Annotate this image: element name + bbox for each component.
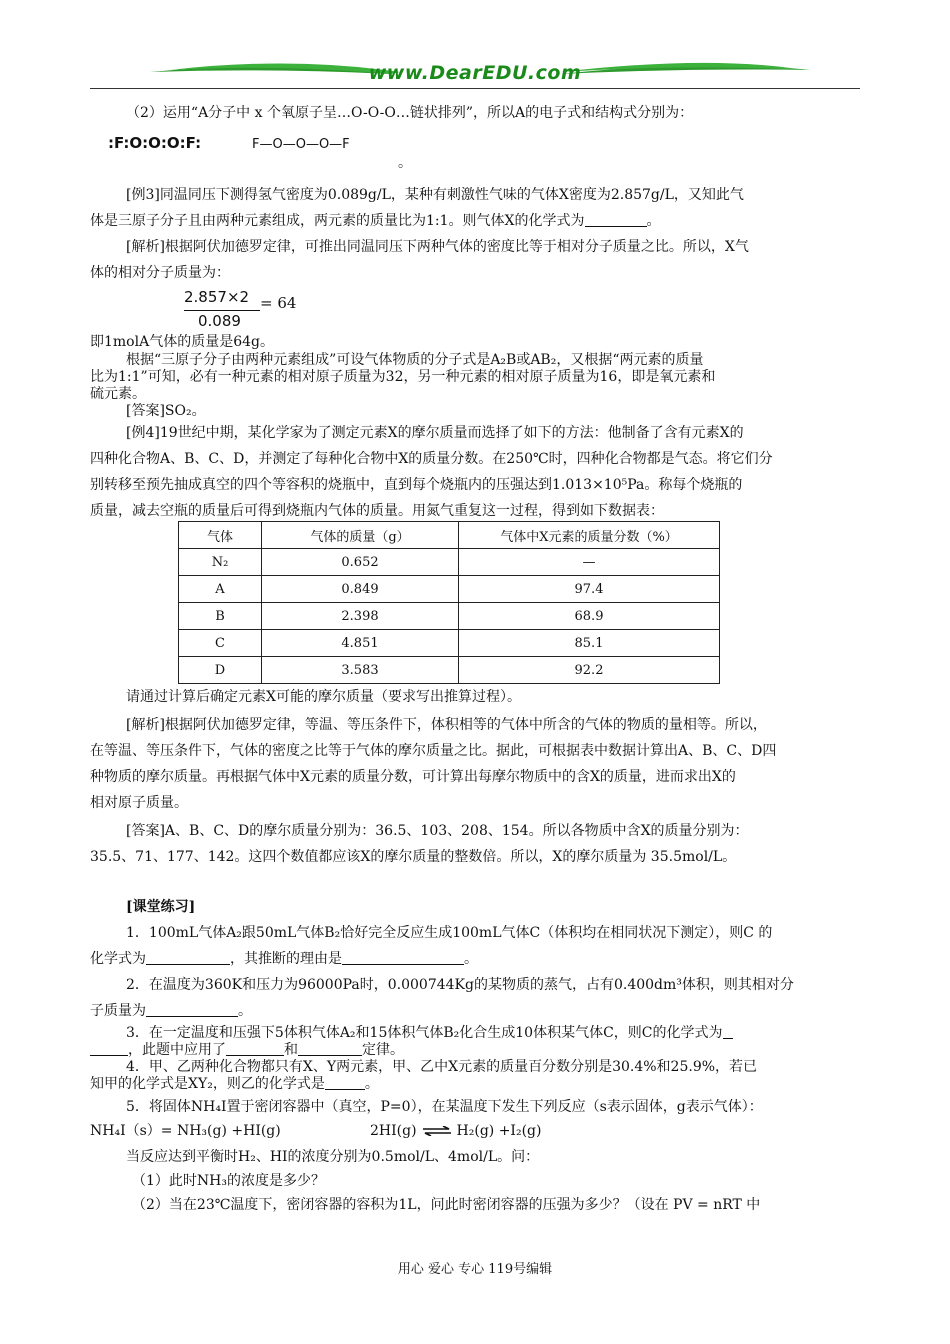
- text-q4-a: 4．甲、乙两种化合物都只有X、Y两元素，甲、乙中X元素的质量百分数分别是30.4%和25.9%，若已: [126, 1059, 758, 1075]
- text-ex4-a: [例4]19世纪中期，某化学家为了测定元素X的摩尔质量而选择了如下的方法：他制备了含有元素X的: [126, 425, 744, 441]
- blank: [298, 1041, 362, 1056]
- blank: [146, 950, 230, 965]
- blank: [325, 1075, 365, 1090]
- blank: [723, 1024, 733, 1039]
- table-header-cell: 气体: [179, 522, 262, 549]
- table-cell: 97.4: [459, 576, 720, 603]
- text-q1-b3: 。: [464, 951, 478, 967]
- text-q5-s1: （1）此时NH₃的浓度是多少？: [132, 1173, 325, 1189]
- text-period: 。: [398, 155, 412, 171]
- text-q5-r1: NH₄I（s）= NH₃(g) +HI(g): [90, 1123, 281, 1139]
- text-q4-b1: 知甲的化学式是XY₂，则乙的化学式是: [90, 1076, 325, 1092]
- table-cell: B: [179, 603, 262, 630]
- text-q5-s2: （2）当在23℃温度下，密闭容器的容积为1L，问此时密闭容器的压强为多少？（设在 PV = nRT 中: [132, 1197, 761, 1213]
- table-cell: D: [179, 657, 262, 684]
- text-an4-a: [解析]根据阿伏加德罗定律，等温、等压条件下，体积相等的气体中所含的气体的物质的量相等。所以，: [126, 717, 767, 733]
- text-ex3-a: [例3]同温同压下测得氢气密度为0.089g/L，某种有刺激性气味的气体X密度为2.857g/L，又知此气: [126, 187, 744, 203]
- text-q3-a: [126, 1024, 733, 1042]
- table-cell: 68.9: [459, 603, 720, 630]
- text-q1-b1: 化学式为: [90, 951, 146, 967]
- text-q5-a: 5．将固体NH₄I置于密闭容器中（真空，P=0），在某温度下发生下列反应（s表示固体，g表示气体）：: [126, 1099, 763, 1115]
- blank: [342, 950, 464, 965]
- table-cell: N₂: [179, 549, 262, 576]
- text-an3-c: 即1molA气体的质量是64g。: [90, 334, 274, 350]
- equilibrium-arrow-icon: [423, 1126, 451, 1136]
- page-footer: 用心 爱心 专心 119号编辑: [397, 1262, 553, 1277]
- table-header-row: [179, 522, 720, 549]
- text-q2-b1: 子质量为: [90, 1003, 146, 1019]
- text-q3-a-main: 3．在一定温度和压强下5体积气体A₂和15体积气体B₂化合生成10体积某气体C，则C的化学式为: [126, 1025, 723, 1041]
- text-ex4-q: 请通过计算后确定元素X可能的摩尔质量（要求写出推算过程）。: [126, 689, 521, 705]
- text-q3-b1: ，此题中应用了: [128, 1042, 226, 1058]
- text-q5-r2: [370, 1122, 541, 1140]
- text-q2-b: [90, 1002, 252, 1020]
- text-an3-a: [解析]根据阿伏加德罗定律，可推出同温同压下两种气体的密度比等于相对分子质量之比。所以，X气: [126, 239, 749, 255]
- text-ex3-b: [90, 212, 661, 230]
- header-banner: [90, 58, 860, 90]
- text-an3-f: 硫元素。: [90, 386, 146, 402]
- table-cell: 85.1: [459, 630, 720, 657]
- lewis-formula: :F:O:O:O:F:: [108, 134, 202, 152]
- table-row: [179, 576, 720, 603]
- text-an3-b: 体的相对分子质量为：: [90, 265, 230, 281]
- table-cell: 4.851: [262, 630, 459, 657]
- text-q3-b2: 和: [284, 1042, 298, 1058]
- table-row: [179, 630, 720, 657]
- text-q5-r2b: H₂(g) +I₂(g): [456, 1123, 542, 1139]
- fraction-numerator: 2.857×2: [184, 288, 250, 306]
- header-rule: [90, 88, 860, 89]
- text-line-l1: （2）运用“A分子中 x 个氧原子呈…O-O-O…链状排列”，所以A的电子式和结构式分别为：: [126, 105, 694, 121]
- blank: [146, 1002, 238, 1017]
- header-logo-text: www.DearEDU.com: [368, 62, 582, 84]
- text-an4-c: 种物质的摩尔质量。再根据气体中X元素的质量分数，可计算出每摩尔物质中的含X的质量，进而求出X的: [90, 769, 736, 785]
- table-cell: —: [459, 549, 720, 576]
- table-row: [179, 603, 720, 630]
- data-table: [178, 521, 720, 684]
- text-ex4-c: 别转移至预先抽成真空的四个等容积的烧瓶中，直到每个烧瓶内的压强达到1.013×10⁵Pa。称每个烧瓶的: [90, 477, 743, 493]
- table-cell: 92.2: [459, 657, 720, 684]
- table-header-cell: 气体中X元素的质量分数（%）: [459, 522, 720, 549]
- table-cell: 0.849: [262, 576, 459, 603]
- text-q5-r2a: 2HI(g): [370, 1123, 417, 1139]
- text-an4-d: 相对原子质量。: [90, 795, 188, 811]
- text-q3-b: [90, 1041, 404, 1059]
- text-q1-b2: ，其推断的理由是: [230, 951, 342, 967]
- text-an3-e: 比为1:1”可知，必有一种元素的相对原子质量为32，另一种元素的相对原子质量为16，即是氧元素和: [90, 369, 716, 385]
- table-cell: A: [179, 576, 262, 603]
- text-an4-b: 在等温、等压条件下，气体的密度之比等于气体的摩尔质量之比。据此，可根据表中数据计算出A、B、C、D四: [90, 743, 777, 759]
- blank: [585, 212, 647, 227]
- text-ex4-d: 质量，减去空瓶的质量后可得到烧瓶内气体的质量。用氮气重复这一过程，得到如下数据表：: [90, 503, 664, 519]
- text-ex3-b-end: 。: [646, 213, 661, 229]
- text-ans4-a: [答案]A、B、C、D的摩尔质量分别为：36.5、103、208、154。所以各物质中含X的质量分别为：: [126, 823, 749, 839]
- text-ex4-b: 四种化合物A、B、C、D，并测定了每种化合物中X的质量分数。在250℃时，四种化合物都是气态。将它们分: [90, 451, 773, 467]
- fraction-result: = 64: [260, 294, 297, 312]
- blank: [226, 1041, 284, 1056]
- text-q4-b: [90, 1075, 379, 1093]
- text-q4-b2: 。: [364, 1076, 379, 1092]
- text-q5-c: 当反应达到平衡时H₂、HI的浓度分别为0.5mol/L、4mol/L。问：: [126, 1149, 540, 1165]
- text-ex3-b-main: 体是三原子分子且由两种元素组成，两元素的质量比为1:1。则气体X的化学式为: [90, 213, 585, 229]
- text-ans3: [答案]SO₂。: [126, 403, 206, 419]
- text-an3-d: 根据“三原子分子由两种元素组成”可设气体物质的分子式是A₂B或AB₂，又根据“两元素的质量: [126, 352, 704, 368]
- text-q1-a: 1．100mL气体A₂跟50mL气体B₂恰好完全反应生成100mL气体C（体积均在相同状况下测定），则C 的: [126, 925, 773, 941]
- table-cell: 2.398: [262, 603, 459, 630]
- text-ans4-b: 35.5、71、177、142。这四个数值都应该X的摩尔质量的整数倍。所以，X的摩尔质量为 35.5mol/L。: [90, 849, 737, 865]
- fraction-denominator: 0.089: [198, 312, 241, 330]
- table-cell: 3.583: [262, 657, 459, 684]
- text-q2-b2: 。: [238, 1003, 252, 1019]
- fraction-bar: [184, 310, 260, 311]
- table-row: [179, 657, 720, 684]
- text-q2-a: 2．在温度为360K和压力为96000Pa时，0.000744Kg的某物质的蒸气，占有0.400dm³体积，则其相对分: [126, 977, 794, 993]
- table-header-cell: 气体的质量（g）: [262, 522, 459, 549]
- table-cell: C: [179, 630, 262, 657]
- text-q3-b3: 定律。: [362, 1042, 404, 1058]
- section-title: [课堂练习]: [126, 899, 196, 915]
- text-q1-b: [90, 950, 478, 968]
- structural-formula: F—O—O—O—F: [252, 137, 350, 152]
- table-cell: 0.652: [262, 549, 459, 576]
- blank: [90, 1041, 128, 1056]
- table-row: [179, 549, 720, 576]
